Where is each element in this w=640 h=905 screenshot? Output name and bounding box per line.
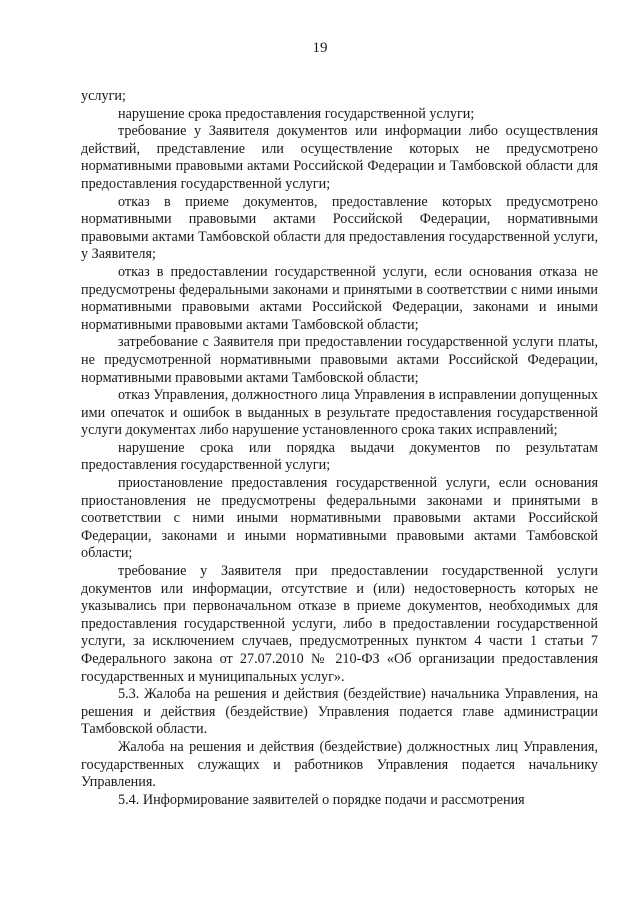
paragraph: приостановление предоставления государственной услуги, если основания приостановления не предусмотрены федеральными законами и принятыми в соответствии с ними иными нормативными правовыми актами Российской Федерации, законами и иными нормативными правовыми актами Тамбовской области; [81,475,598,562]
paragraph: требование у Заявителя при предоставлении государственной услуги документов или информации, отсутствие и (или) недостоверность которых не указывались при первоначальном отказе в приеме документов, необходимых для предоставления государственной услуги, либо в предоставлении государственной услуги, за исключением случаев, предусмотренных пунктом 4 части 1 статьи 7 Федерального закона от 27.07.2010 № 210-ФЗ «Об организации предоставления государственных и муниципальных услуг». [81,563,598,685]
section-paragraph: 5.4. Информирование заявителей о порядке подачи и рассмотрения [118,791,525,808]
paragraph: отказ в приеме документов, предоставление которых предусмотрено нормативными правовыми актами Российской Федерации, нормативными правовыми актами Тамбовской области для предоставления государственной услуги, у Заявителя; [81,193,598,263]
paragraph: нарушение срока предоставления государственной услуги; [118,105,475,122]
section-paragraph: 5.3. Жалоба на решения и действия (бездействие) начальника Управления, на решения и действия (бездействие) Управления подается главе администрации Тамбовской области. [81,686,598,738]
paragraph: требование у Заявителя документов или информации либо осуществления действий, представление или осуществление которых не предусмотрено нормативными правовыми актами Российской Федерации и Тамбовской области для предоставления государственной услуги; [81,123,598,192]
paragraph: нарушение срока или порядка выдачи документов по результатам предоставления государственной услуги; [81,439,598,474]
paragraph: услуги; [81,88,126,104]
paragraph: Жалоба на решения и действия (бездействие) должностных лиц Управления, государственных служащих и работников Управления подается начальнику Управления. [81,738,598,791]
document-body [81,88,598,809]
paragraph: затребование с Заявителя при предоставлении государственной услуги платы, не предусмотренной нормативными правовыми актами Российской Федерации, нормативными правовыми актами Тамбовской области; [81,334,598,386]
paragraph: отказ Управления, должностного лица Управления в исправлении допущенных ими опечаток и ошибок в выданных в результате предоставления государственной услуги документах либо нарушение установленного срока таких исправлений; [81,387,598,439]
page-number: 19 [312,40,328,56]
paragraph: отказ в предоставлении государственной услуги, если основания отказа не предусмотрены федеральными законами и принятыми в соответствии с ними иными нормативными правовыми актами Российской Федерации, законами и иными нормативными правовыми актами Тамбовской области; [81,263,598,333]
